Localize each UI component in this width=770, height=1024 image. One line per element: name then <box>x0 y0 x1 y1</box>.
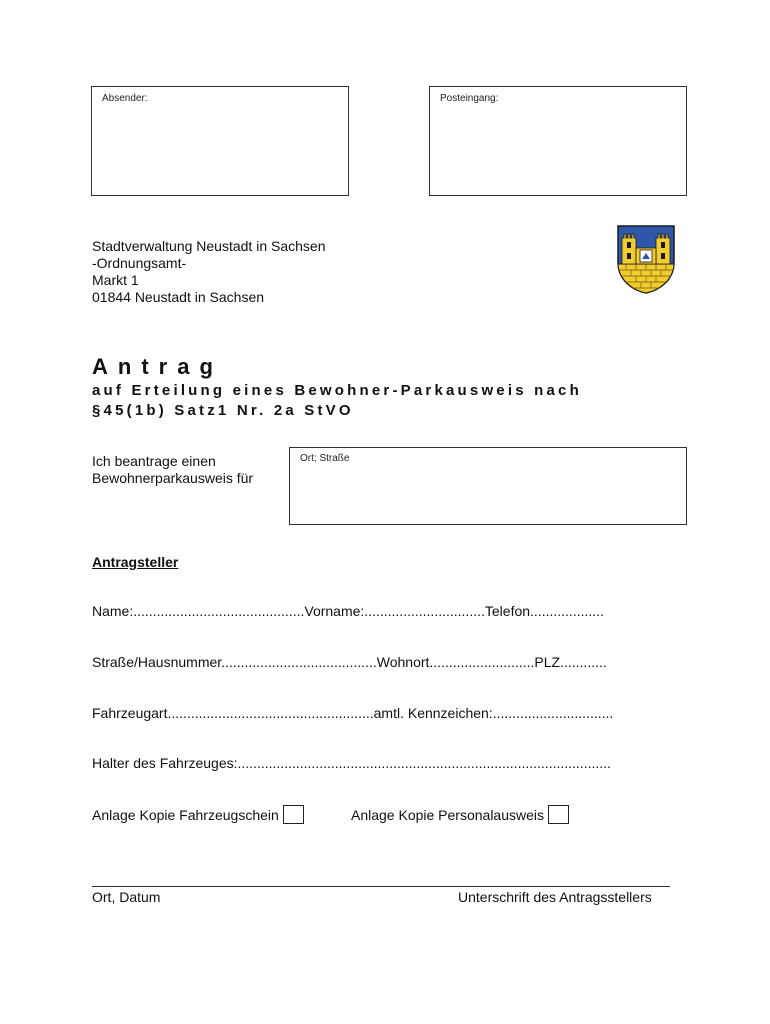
signature-line <box>92 886 670 887</box>
document-subtitle <box>92 381 692 421</box>
request-line-1: Ich beantrage einen <box>92 453 216 469</box>
holder-line[interactable]: Halter des Fahrzeuges:................................................................................................ <box>92 755 611 771</box>
address-line-1: Stadtverwaltung Neustadt in Sachsen <box>92 238 326 254</box>
name-line[interactable]: Name:............................................Vorname:...............................Telefon................... <box>92 603 604 619</box>
location-street-field[interactable] <box>289 447 687 525</box>
received-box[interactable] <box>429 86 687 196</box>
vehicle-line[interactable]: Fahrzeugart.....................................................amtl. Kennzeichen:............................... <box>92 705 614 721</box>
section-heading-applicant: Antragsteller <box>92 554 179 570</box>
sender-box[interactable] <box>91 86 349 196</box>
attachment-id-doc-label: Anlage Kopie Personalausweis <box>351 807 545 823</box>
attachment-vehicle-doc <box>92 805 304 824</box>
sender-box-label: Absender: <box>102 93 148 104</box>
place-date-label: Ort, Datum <box>92 889 161 905</box>
subtitle-line-2: §45(1b) Satz1 Nr. 2a StVO <box>92 402 354 419</box>
request-text <box>92 453 253 487</box>
subtitle-line-1: auf Erteilung eines Bewohner-Parkausweis nach <box>92 382 582 399</box>
recipient-address <box>92 238 325 306</box>
signature-label: Unterschrift des Antragsstellers <box>458 889 652 905</box>
street-line[interactable]: Straße/Hausnummer........................................Wohnort...........................PLZ............ <box>92 654 607 670</box>
vehicle-doc-checkbox[interactable] <box>283 805 304 824</box>
document-title: Antrag <box>92 354 223 379</box>
request-line-2: Bewohnerparkausweis für <box>92 470 254 486</box>
attachment-id-doc <box>351 805 569 824</box>
address-line-3: Markt 1 <box>92 272 139 288</box>
city-coat-of-arms-icon <box>616 224 676 294</box>
attachment-vehicle-doc-label: Anlage Kopie Fahrzeugschein <box>92 807 279 823</box>
location-street-label: Ort; Straße <box>300 453 350 464</box>
address-line-4: 01844 Neustadt in Sachsen <box>92 289 265 305</box>
received-box-label: Posteingang: <box>440 93 499 104</box>
address-line-2: -Ordnungsamt- <box>92 255 187 271</box>
id-doc-checkbox[interactable] <box>548 805 569 824</box>
